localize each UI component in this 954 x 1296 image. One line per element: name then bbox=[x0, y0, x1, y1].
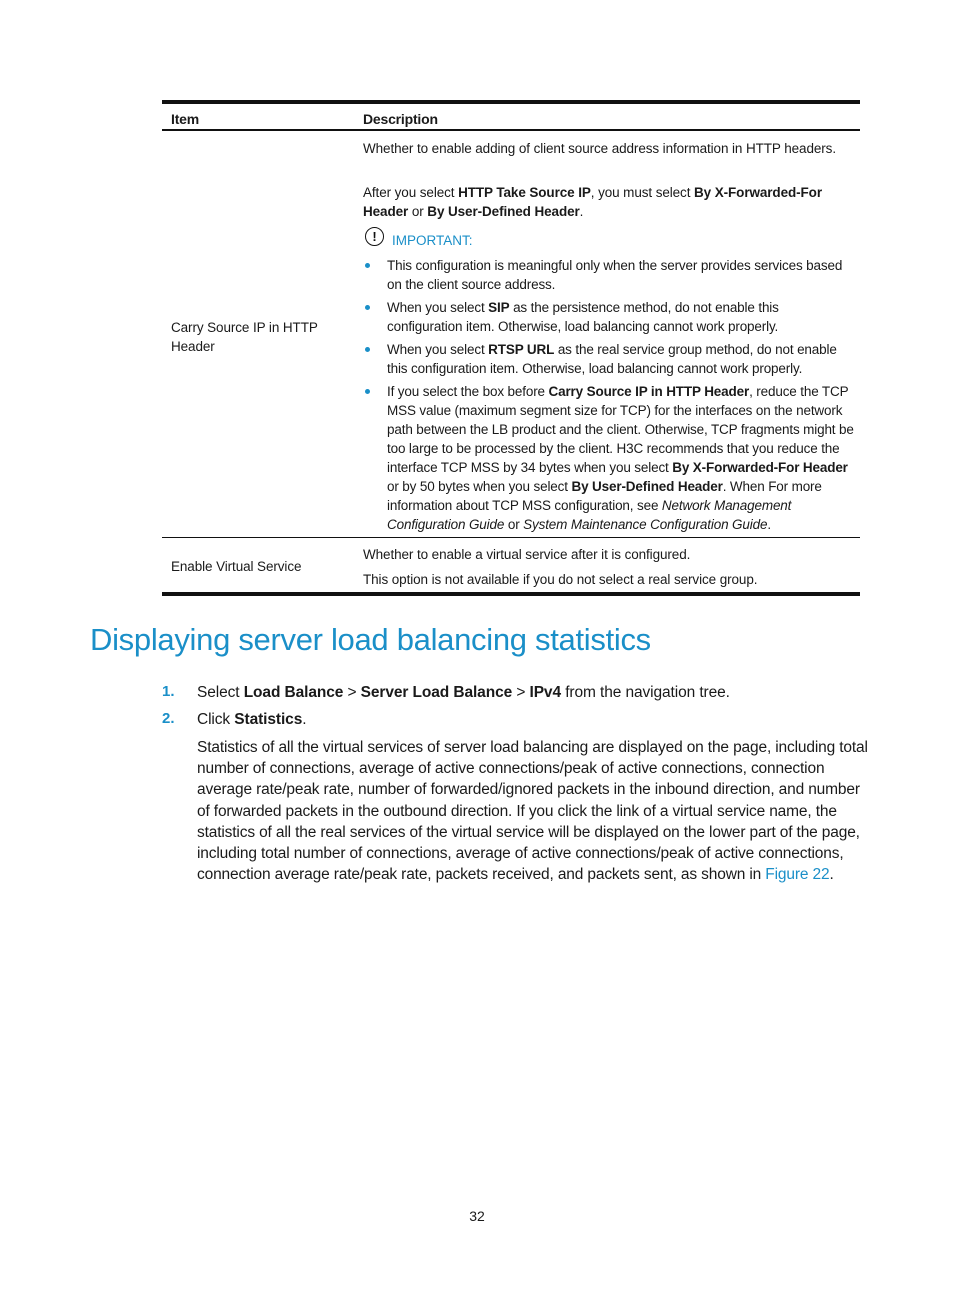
table-header-item: Item bbox=[171, 111, 199, 127]
list-item: When you select SIP as the persistence method, do not enable this configuration item. Otherwise, load balancing cannot work properly. bbox=[363, 298, 855, 336]
table-header-description: Description bbox=[363, 111, 438, 127]
step2-text: Click Statistics. bbox=[197, 711, 307, 728]
row1-desc-p1: Whether to enable adding of client source address information in HTTP headers. bbox=[363, 141, 836, 156]
important-label: IMPORTANT: bbox=[392, 233, 473, 248]
row2-desc-p1: Whether to enable a virtual service after it is configured. bbox=[363, 547, 691, 562]
row2-item: Enable Virtual Service bbox=[171, 559, 302, 574]
step1-number: 1. bbox=[162, 683, 175, 700]
row2-desc-p2: This option is not available if you do not select a real service group. bbox=[363, 572, 758, 587]
figure-22-link[interactable]: Figure 22 bbox=[765, 866, 830, 884]
table-top-rule bbox=[162, 100, 860, 104]
step2-number: 2. bbox=[162, 710, 175, 727]
page-number: 32 bbox=[469, 1208, 485, 1224]
table-header-rule bbox=[162, 129, 860, 131]
exclamation-circle-icon: ! bbox=[365, 227, 384, 246]
table-bottom-rule bbox=[162, 592, 860, 596]
list-item: This configuration is meaningful only when the server provides services based on the client source address. bbox=[363, 256, 855, 294]
section-title: Displaying server load balancing statistics bbox=[90, 622, 651, 657]
row1-item: Carry Source IP in HTTP Header bbox=[171, 320, 318, 354]
step1-text: Select Load Balance > Server Load Balance > IPv4 from the navigation tree. bbox=[197, 684, 730, 701]
statistics-paragraph: Statistics of all the virtual services of server load balancing are displayed on the page, including total number of connections, average of active connections/peak of active connections, connection average rate/peak rate, number of forwarded/ignored packets in the inbound direction, and number of forwarded packets in the outbound direction. If you click the link of a virtual service name, the statistics of all the real services of the virtual service will be displayed on the lower part of the page, including total number of connections, average of active connections/peak of active connections, connection average rate/peak rate, packets received, and packets sent, as shown in Figure 22. bbox=[197, 739, 868, 884]
list-item: If you select the box before Carry Source IP in HTTP Header, reduce the TCP MSS value (maximum segment size for TCP) for the interfaces on the network path between the LB product and the client. Otherwise, TCP fragments might be too large to be processed by the client. H3C recommends that you reduce the interface TCP MSS by 34 bytes when you select By X-Forwarded-For Header or by 50 bytes when you select By User-Defined Header. When For more information about TCP MSS configuration, see Network Management Configuration Guide or System Maintenance Configuration Guide. bbox=[363, 382, 855, 534]
important-bullet-list bbox=[363, 256, 855, 538]
row1-desc-p2: After you select HTTP Take Source IP, you must select By X-Forwarded-For Header or By User-Defined Header. bbox=[363, 185, 822, 219]
list-item: When you select RTSP URL as the real service group method, do not enable this configuration item. Otherwise, load balancing cannot work properly. bbox=[363, 340, 855, 378]
